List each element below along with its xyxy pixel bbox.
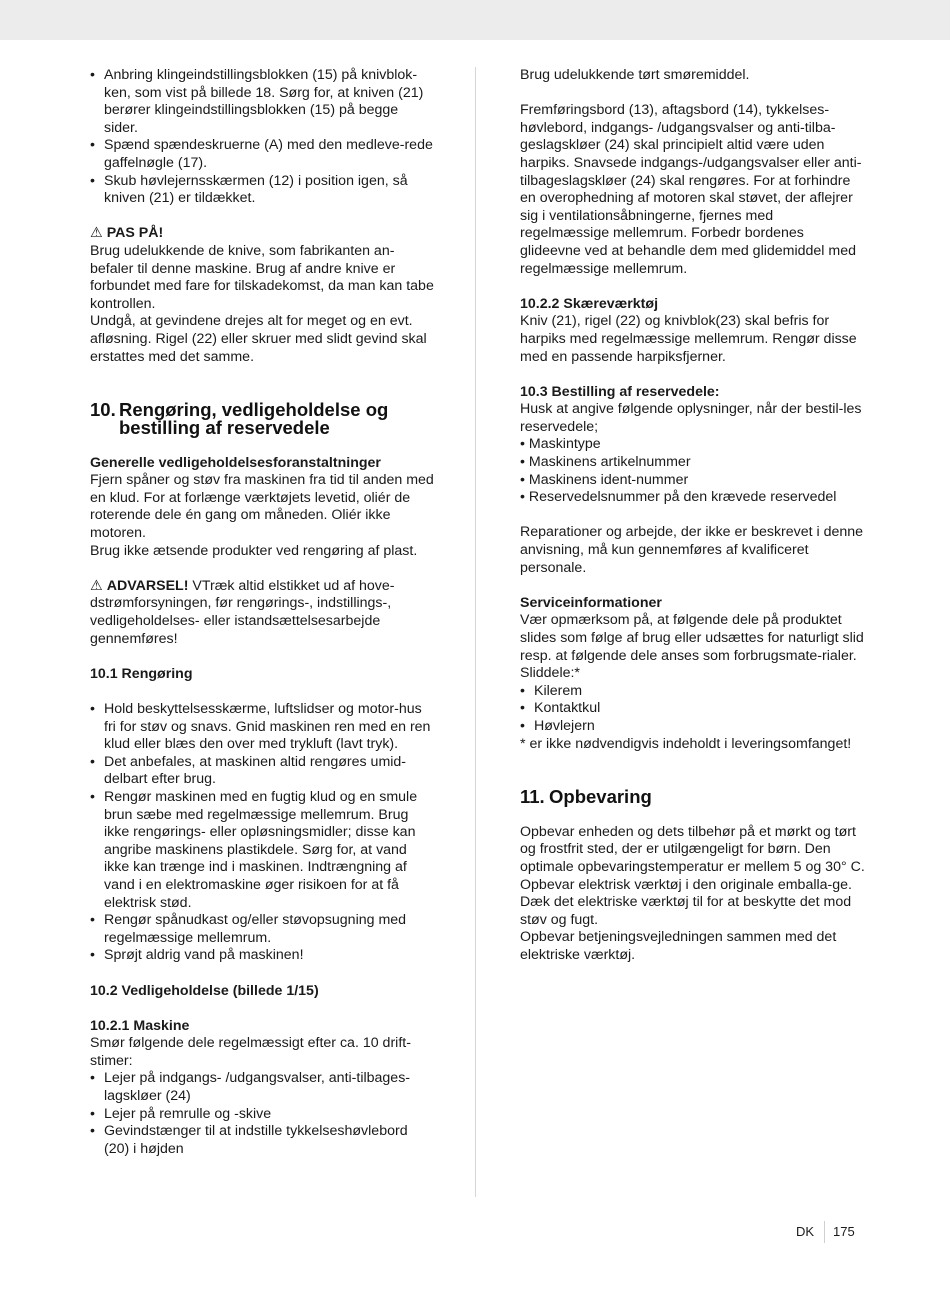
section-heading: 10.2 Vedligeholdelse (billede 1/15): [90, 982, 319, 999]
list-item: • Kilerem: [520, 683, 865, 701]
chapter-title: Opbevaring: [549, 786, 652, 808]
column-divider: [475, 67, 476, 1197]
page-footer: [796, 1221, 855, 1243]
page-number: 175: [833, 1224, 855, 1239]
list-item: • Rengør maskinen med en fugtig klud og en smule brun sæbe med regelmæssige mellemrum. Brug ikke rengørings- eller opløsningsmidler; disse kan angribe maskinens plastikdele. Sørg for, at vand ikke kan trænge ind i maskinen. Indtrængning af vand i en elektromaskine øger risikoen for at få elektrisk stød.: [90, 789, 435, 912]
list-item: • Anbring klingeindstillingsblokken (15) på knivblok-ken, som vist på billede 18. Sørg for, at kniven (21) berører klingeindstillingsblokken (15) på begge sider.: [90, 67, 435, 137]
paragraph: Reparationer og arbejde, der ikke er beskrevet i denne anvisning, må kun gennemføres af kvalificeret personale.: [520, 524, 864, 576]
top-band: [0, 0, 950, 40]
warning-title: ADVARSEL!: [106, 577, 189, 594]
list-item: • Lejer på remrulle og -skive: [90, 1106, 435, 1124]
chapter-10-heading: [90, 401, 435, 437]
list-item: • Rengør spånudkast og/eller støvopsugning med regelmæssige mellemrum.: [90, 912, 435, 947]
paragraph: Husk at angive følgende oplysninger, når der bestil-les reservedele;: [520, 401, 862, 435]
paragraph: Fjern spåner og støv fra maskinen fra tid til anden med en klud. For at forlænge værktøjets levetid, oliér de roterende dele én gang om måneden. Oliér ikke motoren.: [90, 472, 434, 542]
subsection-heading: 10.2.1 Maskine: [90, 1017, 190, 1034]
paragraph: Brug ikke ætsende produkter ved rengøring af plast.: [90, 542, 418, 559]
section-heading: Generelle vedligeholdelsesforanstaltninger: [90, 454, 381, 471]
paragraph: Dæk det elektriske værktøj til for at beskytte det mod støv og fugt.: [520, 894, 852, 928]
list-item: • Reservedelsnummer på den krævede reservedel: [520, 489, 837, 506]
caution-text: Brug udelukkende de knive, som fabrikanten an-befaler til denne maskine. Brug af andre knive er forbundet med fare for tilskadekomst, da man kan tabe kontrollen.: [90, 242, 434, 312]
intro-bullet-list: [90, 67, 435, 208]
chapter-number: 11.: [520, 786, 545, 808]
section-heading: Serviceinformationer: [520, 594, 662, 611]
list-item: • Gevindstænger til at indstille tykkelseshøvlebord (20) i højden: [90, 1123, 435, 1158]
list-item: • Høvlejern: [520, 718, 865, 736]
list-item: • Sprøjt aldrig vand på maskinen!: [90, 947, 435, 965]
list-item: • Det anbefales, at maskinen altid rengøres umid-delbart efter brug.: [90, 754, 435, 789]
list-item: • Maskinens ident-nummer: [520, 471, 689, 488]
cleaning-bullet-list: [90, 701, 435, 965]
list-item: • Spænd spændeskruerne (A) med den medleve-rede gaffelnøgle (17).: [90, 137, 435, 172]
list-item: • Hold beskyttelsesskærme, luftslidser og motor-hus fri for støv og snavs. Gnid maskinen ren med en ren klud eller blæs den over med trykluft (lavt tryk).: [90, 701, 435, 754]
warning-text: VTræk altid elstikket ud af hove-dstrømforsyningen, før rengørings-, indstillings-, vedligeholdelses- eller istandsættelsesarbejde gennemføres!: [90, 577, 395, 647]
warning-triangle-icon: ⚠: [90, 577, 103, 594]
footer-divider: [824, 1221, 825, 1243]
caution-heading: [90, 225, 435, 243]
section-heading: 10.3 Bestilling af reservedele:: [520, 383, 720, 400]
warning-paragraph: [90, 578, 435, 648]
chapter-11-heading: [520, 788, 865, 806]
list-item: • Kontaktkul: [520, 700, 865, 718]
subsection-heading: 10.2.2 Skæreværktøj: [520, 295, 659, 312]
caution-title: PAS PÅ!: [106, 225, 164, 242]
paragraph: Opbevar enheden og dets tilbehør på et mørkt og tørt og frostfrit sted, der er utilgængeligt for børn. Den optimale opbevaringstemperatur er mellem 5 og 30° C.: [520, 823, 865, 875]
language-code: DK: [796, 1224, 815, 1239]
list-item: • Lejer på indgangs- /udgangsvalser, anti-tilbages-lagskløer (24): [90, 1070, 435, 1105]
list-item: • Maskinens artikelnummer: [520, 454, 691, 471]
list-item: • Maskintype: [520, 436, 601, 453]
wear-parts-note: * er ikke nødvendigvis indeholdt i leveringsomfanget!: [520, 735, 852, 752]
paragraph: Fremføringsbord (13), aftagsbord (14), tykkelses-høvlebord, indgangs- /udgangsvalser og anti-tilba-geslagskløer (24) skal principielt altid være uden harpiks. Snavsede indgangs-/udgangsvalser eller anti-tilbageslagskløer (24) skal rengøres. For at forhindre en overophedning af motoren skal støvet, der aflejrer sig i ventilationsåbningerne, fjernes med regelmæssige mellemrum. Forbedr bordenes glideevne ved at behandle dem med glidemiddel med regelmæssige mellemrum.: [520, 102, 862, 277]
chapter-title: Rengøring, vedligeholdelse og bestilling af reservedele: [119, 399, 389, 439]
paragraph: Smør følgende dele regelmæssigt efter ca. 10 drift-stimer:: [90, 1035, 411, 1069]
right-column: [520, 67, 865, 965]
list-item: • Skub høvlejernsskærmen (12) i position igen, så kniven (21) er tildækket.: [90, 173, 435, 208]
paragraph: Opbevar betjeningsvejledningen sammen med det elektriske værktøj.: [520, 929, 837, 963]
caution-text: Undgå, at gevindene drejes alt for meget og en evt. afløsning. Rigel (22) eller skruer med slidt gevind skal erstattes med det samme.: [90, 313, 427, 365]
machine-bullet-list: [90, 1070, 435, 1158]
left-column: [90, 67, 435, 1158]
wear-parts-list: [520, 683, 865, 736]
paragraph: Opbevar elektrisk værktøj i den originale emballa-ge.: [520, 876, 852, 893]
paragraph: Brug udelukkende tørt smøremiddel.: [520, 67, 750, 83]
paragraph: Kniv (21), rigel (22) og knivblok(23) skal befris for harpiks med regelmæssige mellemrum. Rengør disse med en passende harpiksfjerner.: [520, 313, 857, 365]
wear-parts-label: Sliddele:*: [520, 665, 580, 682]
section-heading: 10.1 Rengøring: [90, 665, 193, 682]
chapter-number: 10.: [90, 399, 116, 421]
paragraph: Vær opmærksom på, at følgende dele på produktet slides som følge af brug eller udsættes for naturligt slid resp. at følgende dele anses som forbrugsmate-rialer.: [520, 612, 864, 664]
warning-triangle-icon: ⚠: [90, 225, 103, 242]
